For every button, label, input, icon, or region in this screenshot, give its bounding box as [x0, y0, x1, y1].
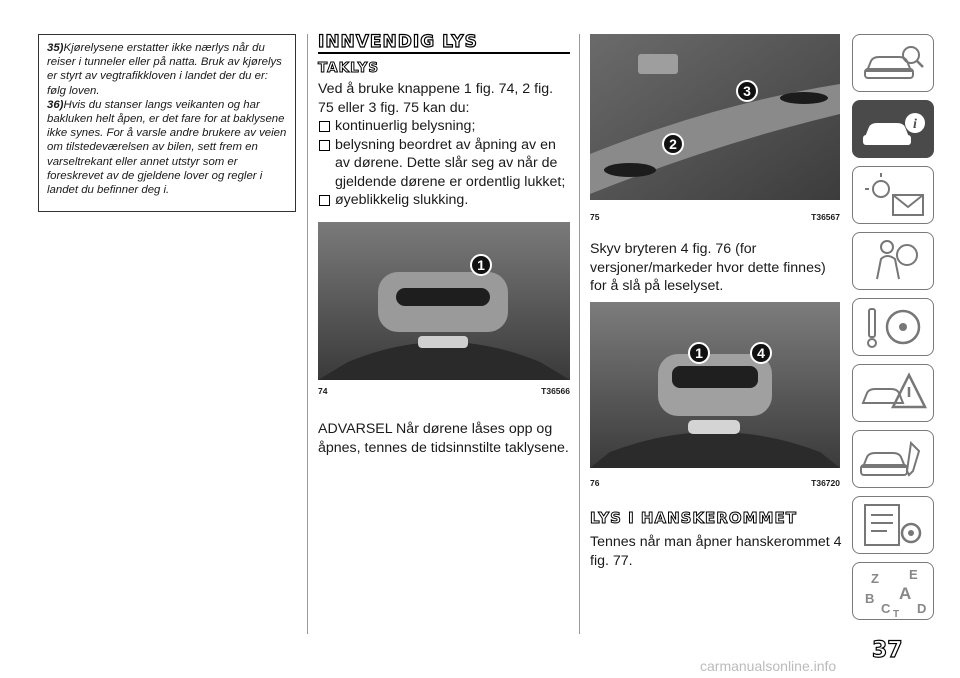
footer-watermark: carmanualsonline.info: [700, 658, 837, 674]
subsection-title: TAKLYS: [318, 59, 380, 76]
car-search-icon: [853, 35, 933, 91]
steering-key-icon: [853, 299, 933, 355]
specs-settings-icon: [853, 497, 933, 553]
section-title: INNVENDIG LYS: [318, 32, 478, 52]
alphabet-index-icon: [853, 563, 933, 619]
list-item: øyeblikkelig slukking.: [318, 191, 572, 210]
tab-emergency[interactable]: [852, 364, 934, 422]
glovebox-header: [590, 509, 840, 527]
figure-74-caption: 74 T36566: [318, 386, 570, 396]
car-info-icon: [853, 101, 933, 157]
list-item: belysning beordret av åpning av en av dørene. Dette slår seg av når de gjeldende dørene er ordentlig lukket;: [318, 136, 572, 192]
light-message-icon: [853, 167, 933, 223]
callout-1: 1: [470, 254, 492, 276]
reading-lamp-illustration: [590, 302, 840, 468]
tab-car-info[interactable]: [852, 100, 934, 158]
glovebox-text: Tennes når man åpner hanskerommet 4 fig. 77.: [590, 534, 842, 569]
note-36: 36)Hvis du stanser langs veikanten og har bakluken helt åpen, er det fare for at baklysene ikke synes. For å varsle andre brukere av veien om tilstedeværelsen av bilen, sett frem en varseltrekant eller annet utstyr som er foreskrevet av de gjeldene lover og regler i landet du befinner deg i.: [47, 98, 287, 197]
figure-76-caption: 76 T36720: [590, 478, 840, 488]
glovebox-title: LYS I HANSKEROMMET: [590, 509, 797, 527]
section-header: [318, 32, 570, 76]
tab-index[interactable]: [852, 562, 934, 620]
svg-text:C: C: [881, 601, 891, 616]
breakdown-warning-icon: [853, 365, 933, 421]
roof-lamp-illustration: [318, 222, 570, 380]
column-divider: [307, 34, 308, 634]
overhead-console-illustration: [590, 34, 840, 200]
figure-76-image: [590, 302, 840, 468]
figure-75-caption: 75 T36567: [590, 212, 840, 222]
checkbox-bullet-icon: [319, 195, 330, 206]
svg-text:T: T: [893, 609, 900, 619]
section-rule: [318, 52, 570, 54]
tab-safety[interactable]: [852, 232, 934, 290]
note-35: 35)Kjørelysene erstatter ikke nærlys når du reiser i tunneler eller på natta. Bruk av kjørelys er styrt av vegtrafikkloven i landet der du er: følg loven.: [47, 42, 282, 97]
tab-lights-messages[interactable]: [852, 166, 934, 224]
page-number: 37: [872, 638, 903, 663]
svg-text:A: A: [899, 584, 912, 603]
airbag-seatbelt-icon: [853, 233, 933, 289]
svg-text:i: i: [913, 117, 917, 132]
tab-maintenance[interactable]: [852, 430, 934, 488]
list-item: kontinuerlig belysning;: [318, 117, 572, 136]
svg-text:B: B: [865, 591, 875, 606]
intro-text: Ved å bruke knappene 1 fig. 74, 2 fig. 75 eller 3 fig. 75 kan du:: [318, 81, 554, 116]
tab-technical-data[interactable]: [852, 496, 934, 554]
figure-74-image: [318, 222, 570, 380]
switch-text: Skyv bryteren 4 fig. 76 (for versjoner/markeder hvor dette finnes) for å slå på leselyset.: [590, 241, 826, 294]
column-divider: [579, 34, 580, 634]
notes-box: [38, 34, 296, 212]
callout-1: 1: [688, 342, 710, 364]
warning-text: ADVARSEL Når dørene låses opp og åpnes, tennes de tidsinnstilte taklysene.: [318, 421, 569, 456]
intro-block: [318, 80, 572, 210]
callout-2: 2: [662, 133, 684, 155]
svg-text:D: D: [917, 601, 927, 616]
car-service-icon: [853, 431, 933, 487]
tab-car-search[interactable]: [852, 34, 934, 92]
callout-3: 3: [736, 80, 758, 102]
callout-4: 4: [750, 342, 772, 364]
svg-text:Z: Z: [871, 571, 879, 586]
svg-text:E: E: [909, 567, 918, 582]
figure-75-image: [590, 34, 840, 200]
checkbox-bullet-icon: [319, 121, 330, 132]
tab-driving[interactable]: [852, 298, 934, 356]
checkbox-bullet-icon: [319, 140, 330, 151]
